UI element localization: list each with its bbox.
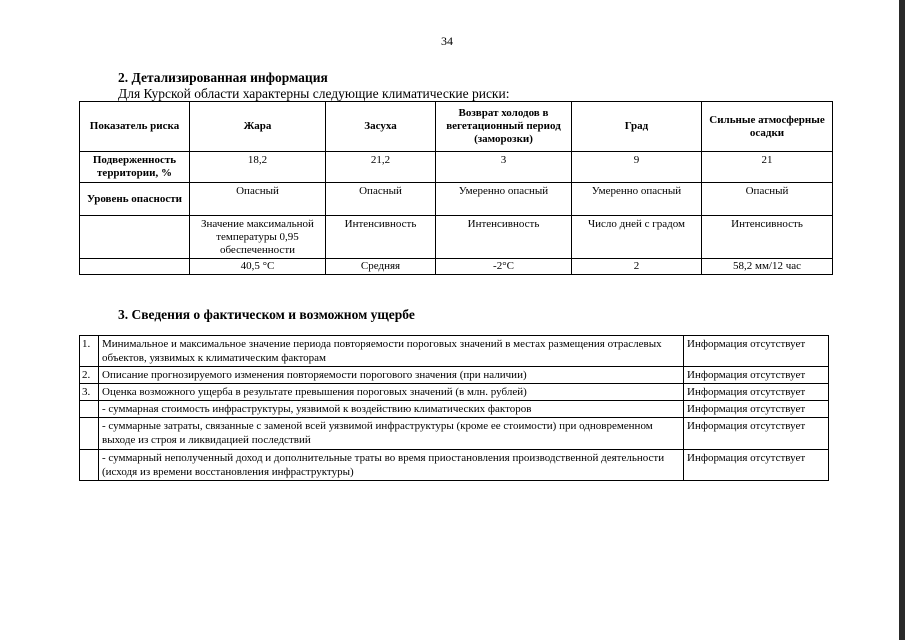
table-cell: 2 — [572, 259, 702, 275]
table-cell: Опасный — [326, 183, 436, 216]
row-status: Информация отсутствует — [684, 401, 829, 418]
header-cell: Сильные атмосферные осадки — [702, 102, 833, 152]
table-cell: Средняя — [326, 259, 436, 275]
row-label-cell: Подверженность территории, % — [80, 152, 190, 183]
table-cell: Интенсивность — [436, 216, 572, 259]
row-label-cell: Уровень опасности — [80, 183, 190, 216]
row-status: Информация отсутствует — [684, 418, 829, 450]
header-cell: Жара — [190, 102, 326, 152]
table-cell: Опасный — [702, 183, 833, 216]
header-cell: Возврат холодов в вегетационный период (заморозки) — [436, 102, 572, 152]
row-description: - суммарная стоимость инфраструктуры, уязвимой к воздействию климатических факторов — [99, 401, 684, 418]
table-row — [80, 259, 833, 275]
table-cell: Интенсивность — [326, 216, 436, 259]
table-header-row — [80, 102, 833, 152]
table-row — [80, 384, 829, 401]
row-number — [80, 418, 99, 450]
section-3-heading: 3. Сведения о фактическом и возможном ущербе — [118, 307, 415, 322]
table-row — [80, 367, 829, 384]
row-status: Информация отсутствует — [684, 450, 829, 481]
scan-edge-shadow — [899, 0, 905, 640]
table-cell: Умеренно опасный — [436, 183, 572, 216]
table-cell: 40,5 °С — [190, 259, 326, 275]
table-row — [80, 401, 829, 418]
table-cell: 18,2 — [190, 152, 326, 183]
table-cell: 3 — [436, 152, 572, 183]
table-cell: Число дней с градом — [572, 216, 702, 259]
table-cell — [80, 259, 190, 275]
row-number — [80, 450, 99, 481]
row-description: - суммарный неполученный доход и дополнительные траты во время приостановления производственной деятельности (исходя из времени восстановления инфраструктуры) — [99, 450, 684, 481]
header-cell: Засуха — [326, 102, 436, 152]
table-cell — [80, 216, 190, 259]
page-number: 34 — [441, 34, 453, 48]
table-row — [80, 450, 829, 481]
table-cell: 9 — [572, 152, 702, 183]
table-row — [80, 336, 829, 367]
row-number: 2. — [80, 367, 99, 384]
row-description: Минимальное и максимальное значение периода повторяемости пороговых значений в местах размещения отраслевых объектов, уязвимых к климатическим факторам — [99, 336, 684, 367]
table-cell: Интенсивность — [702, 216, 833, 259]
section-2-intro: Для Курской области характерны следующие климатические риски: — [118, 86, 510, 101]
table-row — [80, 418, 829, 450]
table-cell: 21 — [702, 152, 833, 183]
row-status: Информация отсутствует — [684, 384, 829, 401]
table-cell: Умеренно опасный — [572, 183, 702, 216]
row-description: Оценка возможного ущерба в результате превышения пороговых значений (в млн. рублей) — [99, 384, 684, 401]
header-cell: Град — [572, 102, 702, 152]
row-status: Информация отсутствует — [684, 367, 829, 384]
header-cell: Показатель риска — [80, 102, 190, 152]
climate-risk-table — [79, 101, 833, 275]
row-number: 1. — [80, 336, 99, 367]
table-cell: -2°С — [436, 259, 572, 275]
table-cell: Значение максимальной температуры 0,95 обеспеченности — [190, 216, 326, 259]
damage-info-table — [79, 335, 829, 481]
table-cell: 21,2 — [326, 152, 436, 183]
table-row — [80, 152, 833, 183]
table-cell: Опасный — [190, 183, 326, 216]
row-number: 3. — [80, 384, 99, 401]
row-status: Информация отсутствует — [684, 336, 829, 367]
row-description: - суммарные затраты, связанные с заменой всей уязвимой инфраструктуры (кроме ее стоимости) при одновременном выходе из строя и ликвидацией последствий — [99, 418, 684, 450]
row-number — [80, 401, 99, 418]
table-row — [80, 183, 833, 216]
section-2-heading: 2. Детализированная информация — [118, 70, 328, 85]
table-row — [80, 216, 833, 259]
table-cell: 58,2 мм/12 час — [702, 259, 833, 275]
row-description: Описание прогнозируемого изменения повторяемости порогового значения (при наличии) — [99, 367, 684, 384]
